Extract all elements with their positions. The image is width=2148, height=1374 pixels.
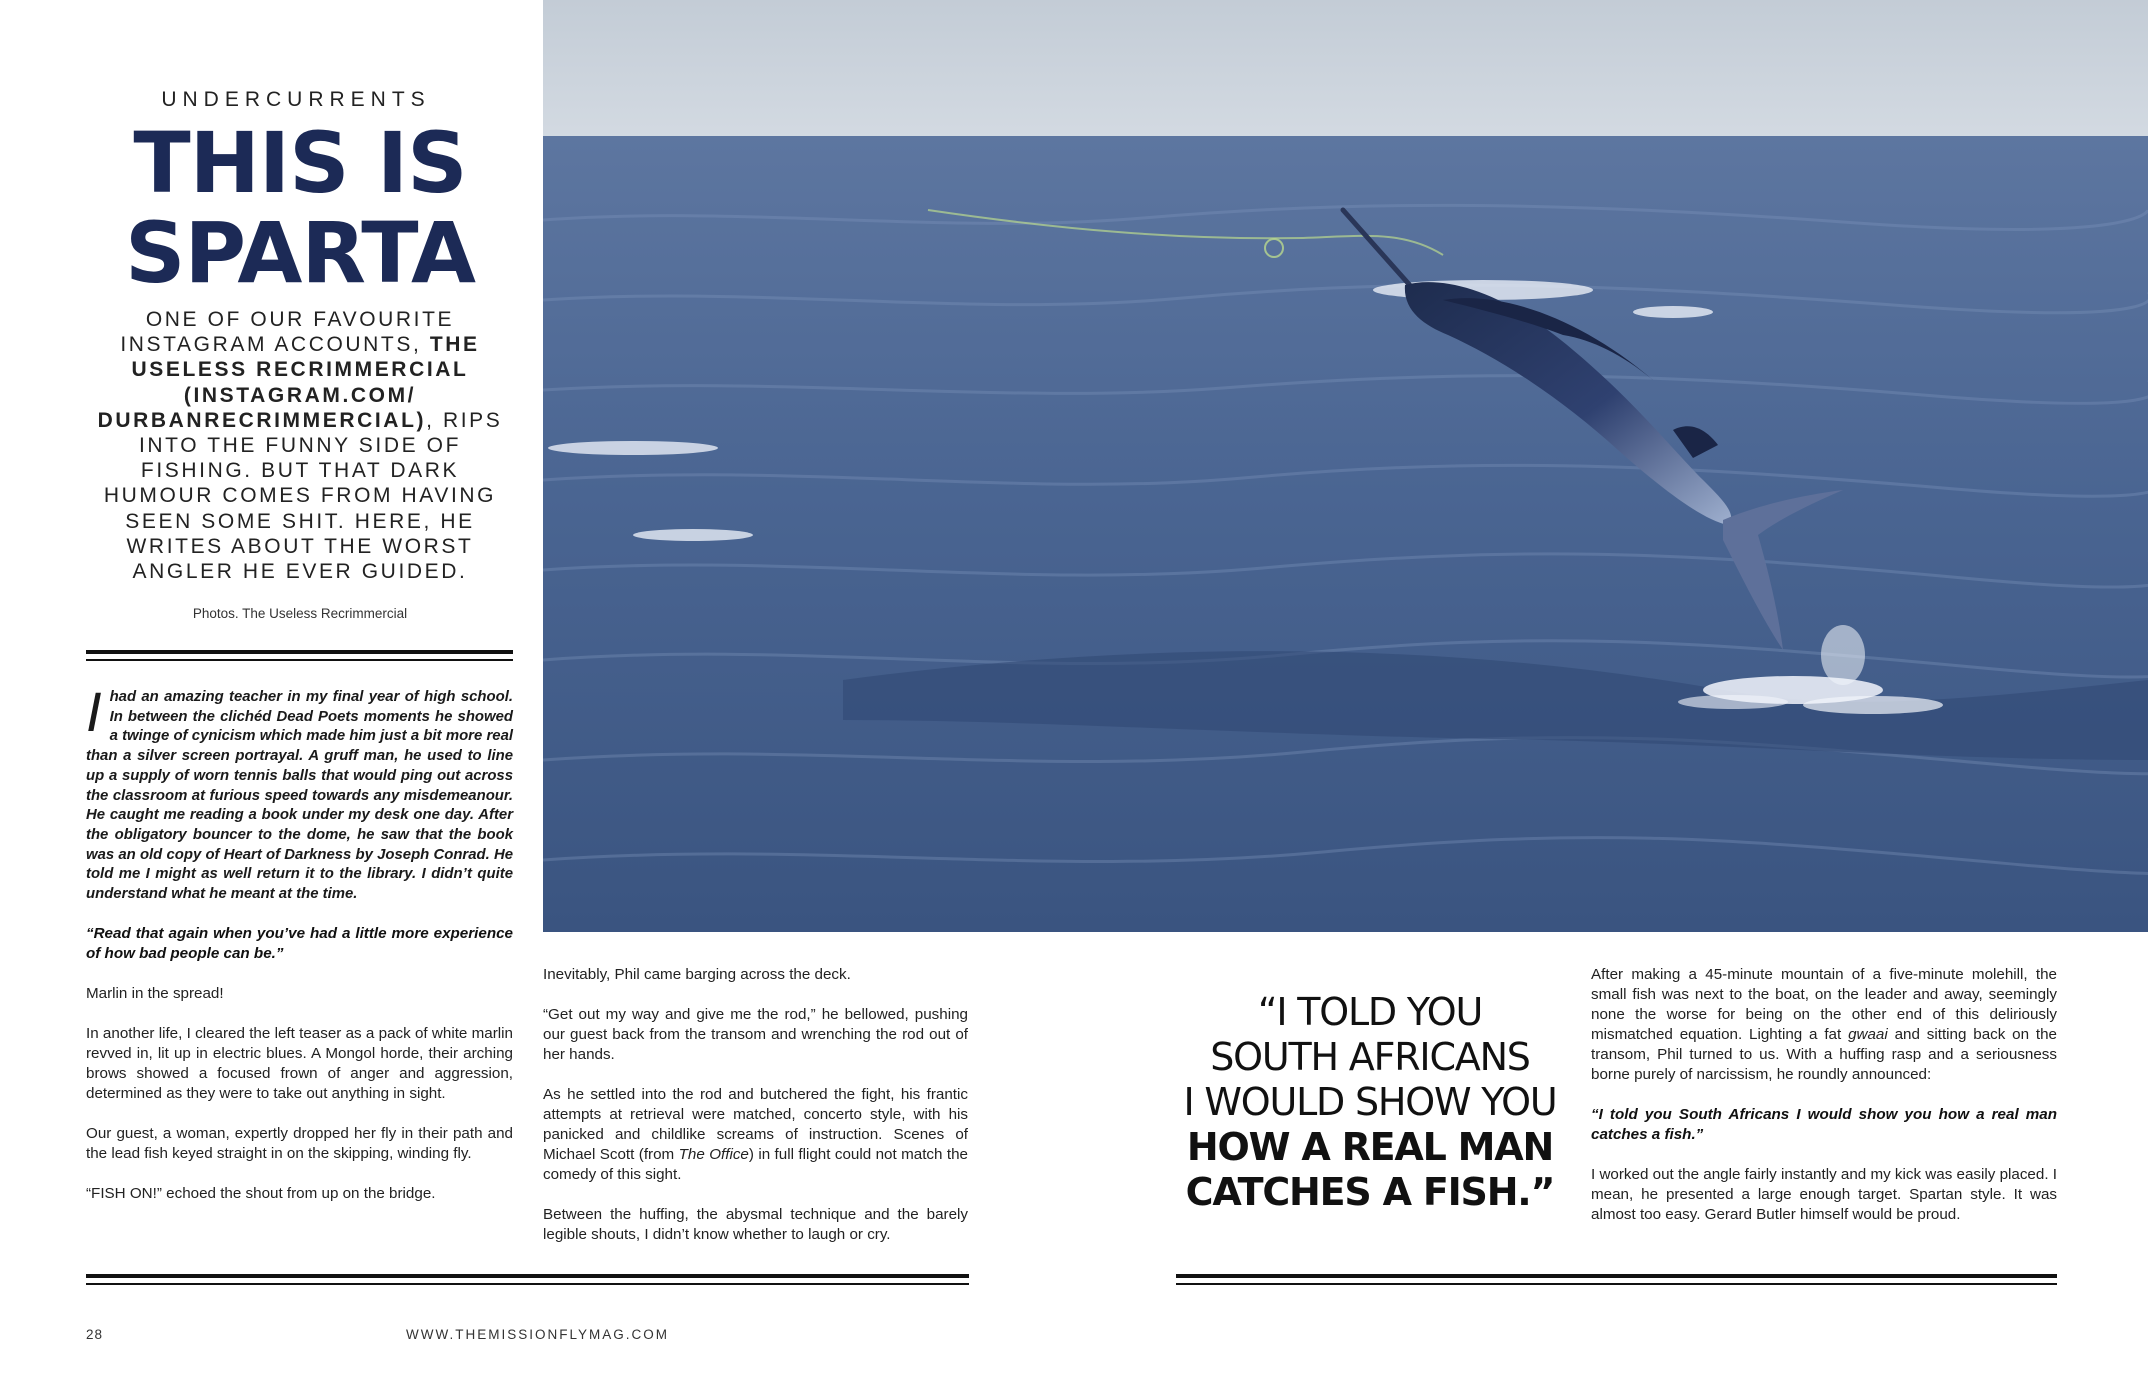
page-number: 28: [86, 1327, 104, 1342]
col4-p1-word: gwaai: [1848, 1026, 1888, 1043]
col1-paragraph-3: Our guest, a woman, expertly dropped her fly in their path and the lead fish keyed straight in on the skipping, winding fly.: [86, 1125, 513, 1162]
pull-quote-line-3: I WOULD SHOW YOU: [1183, 1080, 1557, 1124]
column-1: [86, 924, 513, 1224]
col4-p1-a: After making a 45-minute mountain of a five-minute molehill, the small fish was next to the boat, on the leader and away, seemingly none the worse for being on the other end of this deliriously mismatched equation. Lighting a fat: [1591, 966, 2057, 1043]
rule-bottom-left-thin: [86, 1283, 969, 1285]
standfirst-rest: , RIPS INTO THE FUNNY SIDE OF FISHING. BUT THAT DARK HUMOUR COMES FROM HAVING SEEN SOME SHIT. HERE, HE WRITES ABOUT THE WORST ANGLER HE EVER GUIDED.: [103, 408, 503, 584]
col2-paragraph-1: Inevitably, Phil came barging across the deck.: [543, 966, 851, 983]
marlin-photo-illustration: [543, 0, 2148, 932]
rule-top-left-thin: [86, 659, 513, 661]
marlin-photo: [543, 0, 2148, 932]
title-line-1: THIS IS: [133, 114, 467, 212]
section-label: UNDERCURRENTS: [161, 88, 431, 111]
standfirst: [90, 307, 510, 584]
photo-credit: Photos. The Useless Recrimmercial: [192, 606, 408, 621]
col4-paragraph-2: I worked out the angle fairly instantly and my kick was easily placed. I mean, he presented a large enough target. Spartan style. It was almost too easy. Gerard Butler himself would be proud.: [1591, 1166, 2057, 1223]
col4-p1-c: and sitting back on the transom, Phil turned to us. With a huffing rasp and a seriousness borne purely of narcissism, he roundly announced:: [1591, 1026, 2058, 1083]
col4-paragraph-1: [1591, 965, 2057, 1085]
col2-p3-title: The Office: [678, 1146, 749, 1163]
rule-top-left: [86, 650, 513, 654]
column-2: [543, 965, 968, 1265]
standfirst-account: THE USELESS RECRIMMERCIAL (INSTAGRAM.COM/ DURBANRECRIMMERCIAL): [97, 333, 480, 432]
pull-quote-line-5: CATCHES A FISH.”: [1185, 1170, 1555, 1214]
pull-quote: [1170, 990, 1570, 1215]
title-line-2: SPARTA: [124, 204, 476, 302]
col2-paragraph-3: [543, 1085, 968, 1185]
col2-paragraph-4: Between the huffing, the abysmal technique and the barely legible shouts, I didn’t know whether to laugh or cry.: [543, 1206, 968, 1243]
col2-p3-c: ) in full flight could not match the comedy of this sight.: [543, 1146, 968, 1183]
pull-quote-line-4: HOW A REAL MAN: [1186, 1125, 1554, 1169]
intro-text: had an amazing teacher in my final year of high school. In between the clichéd Dead Poets moments he showed a twinge of cynicism which made him just a bit more real than a silver screen portrayal. A gruff man, he used to line up a supply of worn tennis balls that would ping out across the classroom at furious speed towards any misdemeanour. He caught me reading a book under my desk one day. After the obligatory bouncer to the dome, he saw that the book was an old copy of Heart of Darkness by Joseph Conrad. He told me I might as well return it to the library. I didn’t quite understand what he meant at the time.: [86, 689, 513, 903]
pull-quote-line-1: “I TOLD YOU: [1257, 990, 1483, 1034]
intro-paragraph: [86, 680, 513, 905]
col2-paragraph-2: “Get out my way and give me the rod,” he bellowed, pushing our guest back from the transom and wrenching the rod out of her hands.: [543, 1006, 968, 1063]
standfirst-lead: ONE OF OUR FAVOURITE INSTAGRAM ACCOUNTS,: [120, 308, 455, 357]
article-title: [60, 114, 540, 302]
column-4: [1591, 965, 2057, 1245]
col2-p3-a: As he settled into the rod and butchered the fight, his frantic attempts at retrieval were matched, concerto style, with his panicked and childlike screams of instruction. Scenes of Michael Scott (from: [543, 1086, 968, 1163]
rule-bottom-right: [1176, 1274, 2057, 1278]
pull-quote-line-2: SOUTH AFRICANS: [1210, 1035, 1530, 1079]
rule-bottom-left: [86, 1274, 969, 1278]
teacher-quote: “Read that again when you’ve had a little more experience of how bad people can be.”: [86, 925, 513, 962]
drop-cap: I: [86, 680, 102, 743]
phil-quote: “I told you South Africans I would show you how a real man catches a fish.”: [1591, 1106, 2057, 1143]
col1-paragraph-4: “FISH ON!” echoed the shout from up on the bridge.: [86, 1185, 436, 1202]
rule-bottom-right-thin: [1176, 1283, 2057, 1285]
col1-paragraph-1: Marlin in the spread!: [86, 985, 224, 1002]
col1-paragraph-2: In another life, I cleared the left teaser as a pack of white marlin revved in, lit up in electric blues. A Mongol horde, their arching brows showed a focused frown of anger and aggression, determined as they were to take out anything in sight.: [86, 1025, 513, 1102]
website-link[interactable]: WWW.THEMISSIONFLYMAG.COM: [406, 1327, 669, 1342]
